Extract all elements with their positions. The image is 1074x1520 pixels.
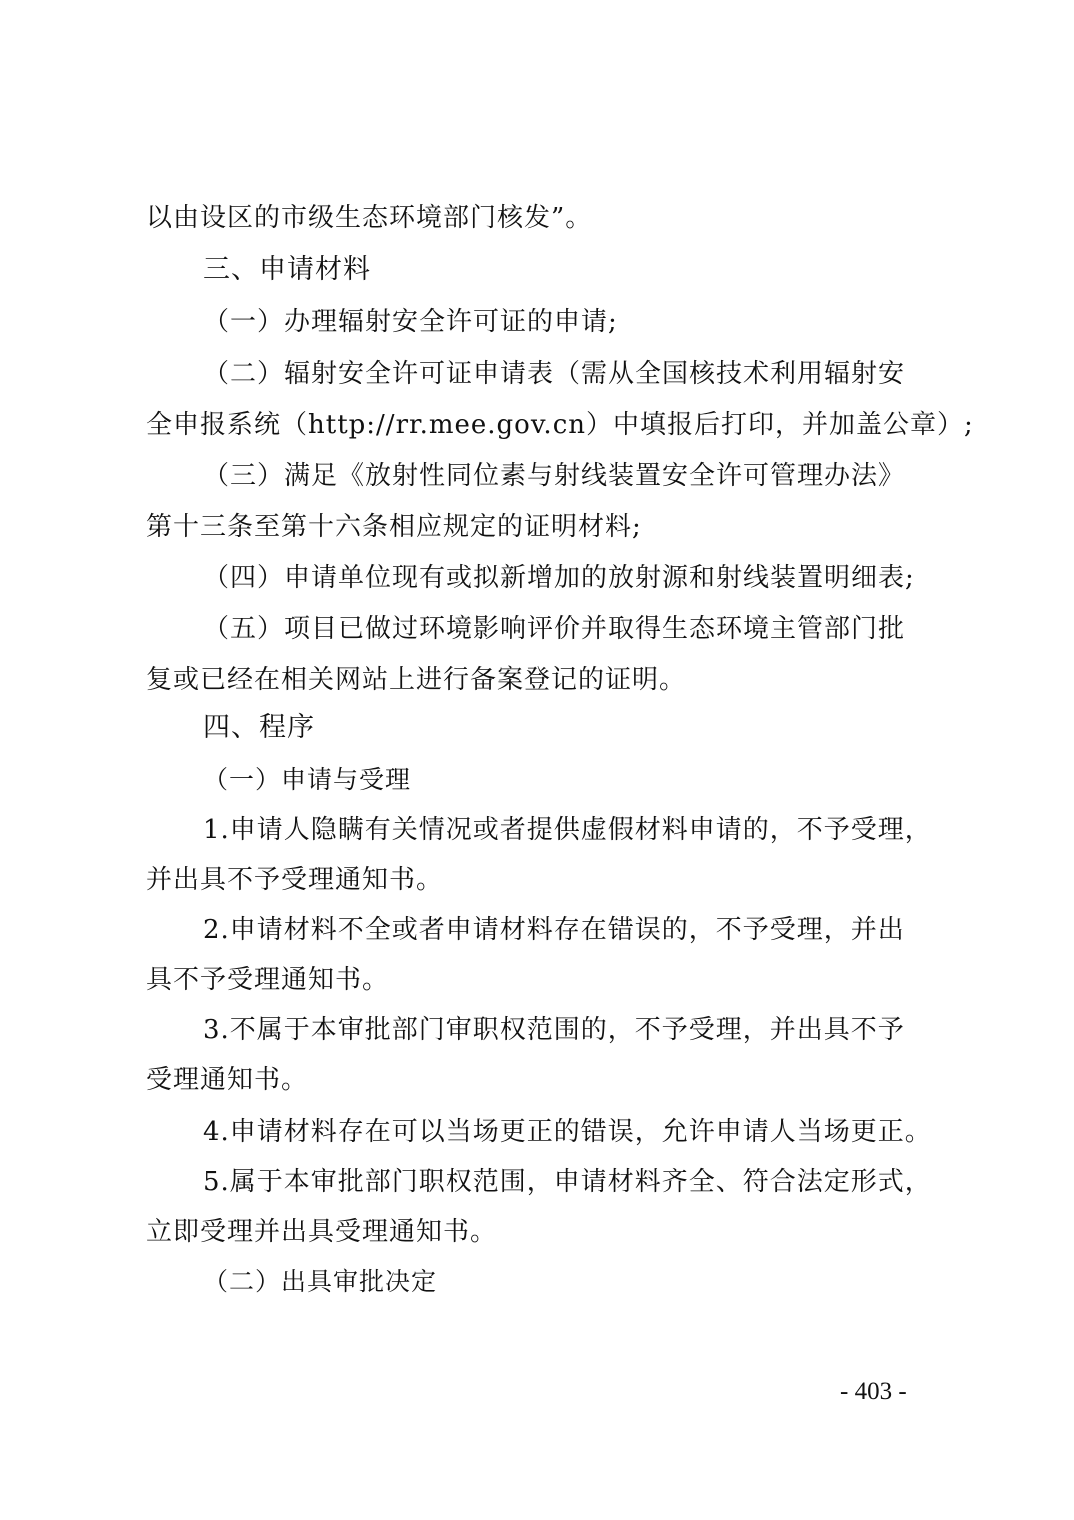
procedure-item-5: 5.属于本审批部门职权范围，申请材料齐全、符合法定形式， bbox=[203, 1167, 932, 1197]
procedure-item-3: 3.不属于本审批部门审职权范围的，不予受理，并出具不予 bbox=[203, 1015, 905, 1045]
section-heading-application-materials: 三、申请材料 bbox=[203, 254, 371, 285]
page-number: - 403 - bbox=[840, 1378, 907, 1405]
procedure-item-5-continuation: 立即受理并出具受理通知书。 bbox=[146, 1217, 498, 1247]
section-heading-procedure: 四、程序 bbox=[203, 712, 315, 743]
material-item-5: （五）项目已做过环境影响评价并取得生态环境主管部门批 bbox=[203, 614, 906, 644]
material-item-3: （三）满足《放射性同位素与射线装置安全许可管理办法》 bbox=[203, 461, 906, 491]
material-item-3-continuation: 第十三条至第十六条相应规定的证明材料; bbox=[146, 512, 642, 542]
procedure-item-4: 4.申请材料存在可以当场更正的错误，允许申请人当场更正。 bbox=[203, 1117, 932, 1147]
material-item-1: （一）办理辐射安全许可证的申请; bbox=[203, 307, 618, 337]
material-item-5-continuation: 复或已经在相关网站上进行备案登记的证明。 bbox=[146, 665, 687, 695]
procedure-item-3-continuation: 受理通知书。 bbox=[146, 1065, 309, 1095]
subsection-heading-application-acceptance: （一）申请与受理 bbox=[203, 765, 412, 794]
procedure-item-1-continuation: 并出具不予受理通知书。 bbox=[146, 865, 444, 895]
subsection-heading-approval-decision: （二）出具审批决定 bbox=[203, 1267, 438, 1296]
procedure-item-2: 2.申请材料不全或者申请材料存在错误的，不予受理，并出 bbox=[203, 915, 905, 945]
procedure-item-2-continuation: 具不予受理通知书。 bbox=[146, 965, 390, 995]
procedure-item-1: 1.申请人隐瞒有关情况或者提供虚假材料申请的，不予受理， bbox=[203, 815, 932, 845]
material-item-2: （二）辐射安全许可证申请表（需从全国核技术利用辐射安 bbox=[203, 359, 906, 389]
text-line-continuation: 以由设区的市级生态环境部门核发”。 bbox=[146, 203, 593, 233]
material-item-2-continuation: 全申报系统（http://rr.mee.gov.cn）中填报后打印，并加盖公章）; bbox=[146, 410, 974, 440]
material-item-4: （四）申请单位现有或拟新增加的放射源和射线装置明细表; bbox=[203, 563, 915, 593]
